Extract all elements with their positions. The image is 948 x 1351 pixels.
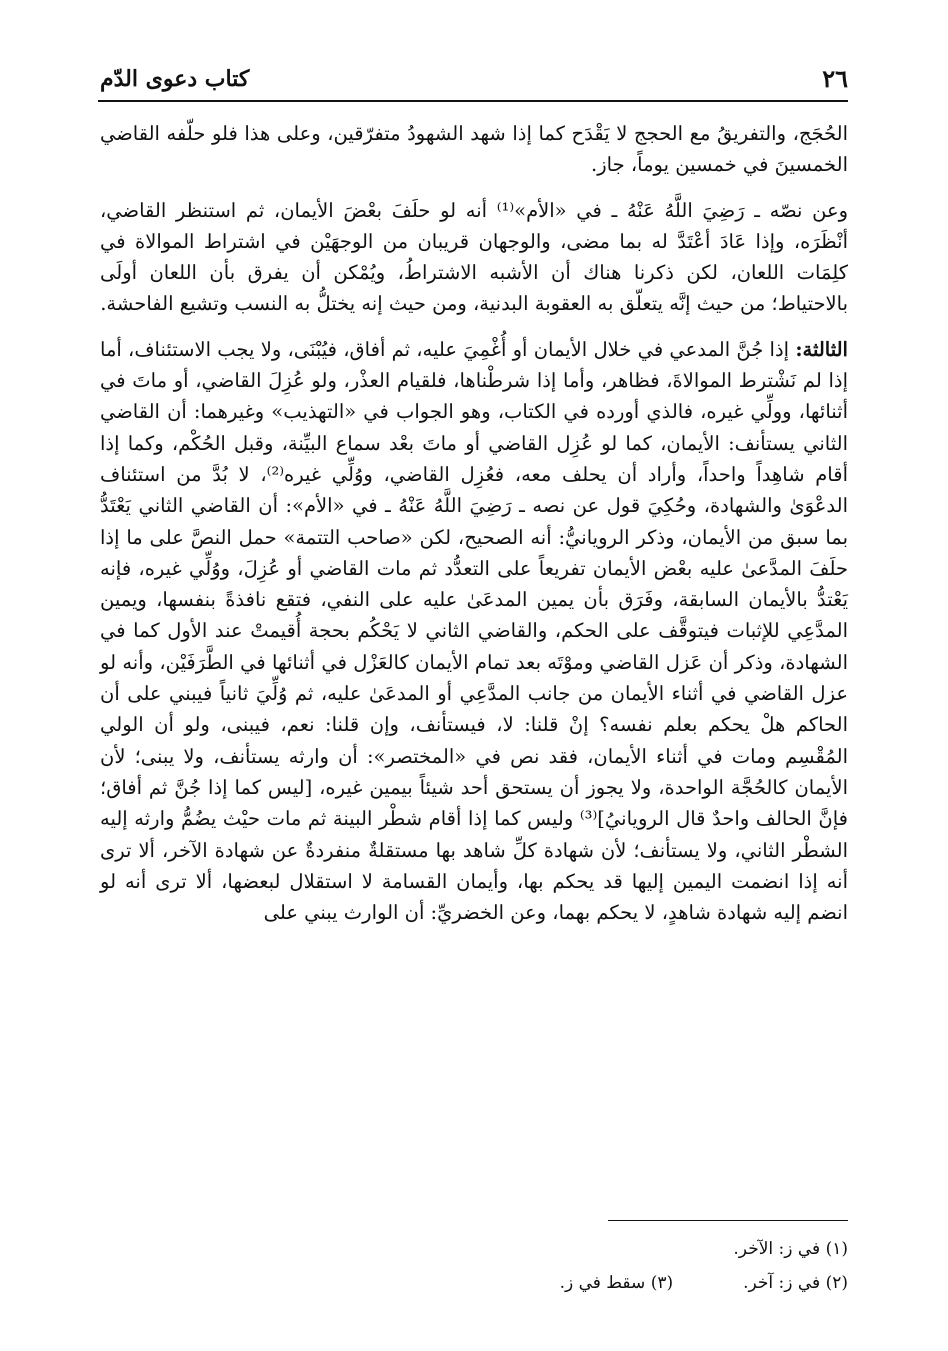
footnote-rule (608, 1220, 848, 1221)
section-lead: الثالثة: (795, 337, 848, 361)
paragraph-text: إذا جُنَّ المدعي في خلال الأيمان أو أُغْمِيَ عليه، ثم أفاق، فيُبْنَى، ولا يجب الاستئناف، أما إذا لم نَشْترط الموالاةَ، فظاهر، وأما إذا شرطْناها، فلقيام العذْر، ولو عُزِلَ القاضي، أو ماتَ في أثنائها، وولِّي غيره، فالذي أورده في الكتاب، وهو الجواب في «التهذيب» وغيرهما: أن القاضي الثاني يستأنف: الأيمان، كما لو عُزِل القاضي أو ماتَ بعْد سماع البيِّنة، وقبل الحُكْم، وكما إذا أقام شاهِداً واحداً، وأراد أن يحلف معه، فعُزِل القاضي، ووُلِّي غيره⁽²⁾، لا بُدَّ من استئناف الدعْوَىٰ والشهادة، وحُكِيَ قول عن نصه ـ رَضِيَ اللَّهُ عَنْهُ ـ في «الأم»: أن القاضي الثاني يَعْتَدُّ بما سبق من الأيمان، وذكر الرويانيُّ: أنه الصحيح، لكن «صاحب التتمة» حمل النصَّ على ما إذا حلَفَ المدَّعىٰ عليه بعْض الأيمان تفريعاً على التعدُّد ثم مات القاضي أو عُزِلَ، ووُلِّي غيره، فإنه يَعْتدُّ بالأيمان السابقة، وفَرَق بأن يمين المدعَىٰ عليه على النفي، فتقع نافذةً بنفسها، ويمين المدَّعِي للإثبات فيتوقَّف على الحكم، والقاضي الثاني لا يَحْكُم بحجة أُقيمتْ عند الأول كما في الشهادة، وذكر أن عَزل القاضي وموْتَه بعد تمام الأيمان كالعَزْل في أثنائها في الطَّرَفَيْن، وأنه لو عزل القاضي في أثناء الأيمان من جانب المدَّعِي أو المدعَىٰ عليه، ثم وُلِّيَ ثانياً فيبني على أن الحاكم هلْ يحكم بعلم نفسه؟ إنْ قلنا: لا، فيستأنف، وإن قلنا: نعم، فيبنى، ولو أن الولي المُقْسِم ومات في أثناء الأيمان، فقد نص في «المختصر»: أن وارثه يستأنف، ولا يبنى؛ لأن الأيمان كالحُجَّة الواحدة، ولا يجوز أن يستحق أحد شيئاً بيمين غيره، [ليس كما إذا جُنَّ ثم أفاق؛ فإنَّ الحالف واحدٌ قال الرويانيُ]⁽³⁾ وليس كما إذا أقام شطْر البينة ثم مات حيْث يضُمُّ وارثه إليه الشطْر الثاني، ولا يستأنف؛ لأن شهادة كلِّ شاهد بها مستقلةٌ منفردةٌ عن شهادة الآخر، ألا ترى أنه إذا انضمت اليمين إليها قد يحكم بها، وأيمان القسامة لا استقلال لبعضها، ألا ترى أنه لو انضم إليه شهادة شاهدٍ، لا يحكم بهما، وعن الخضريِّ: أن الوارث يبني على (100, 337, 849, 925)
footnote-text: في ز: آخر. (743, 1273, 821, 1293)
paragraph-text: وعن نصّه ـ رَضِيَ اللَّهُ عَنْهُ ـ في «الأم»⁽¹⁾ أنه لو حلَفَ بعْضَ الأيمان، ثم استنظر القاضي، أنْظَرَه، وإذا عَادَ أعْتَدَّ له بما مضى، والوجهان قريبان من الوجهَيْن في اشتراط الموالاة في كلِمَات اللعان، لكن ذكرنا هناك أن الأشبه الاشتراطُ، ويُمْكن أن يفرق بأن اللعان أولَى بالاحتياط؛ من حيث إنَّه يتعلّق به العقوبة البدنية، ومن حيث إنه يختلُّ به النسب وتشيع الفاحشة. (100, 198, 848, 316)
book-title: كتاب دعوى الدّم (100, 66, 250, 92)
footnote (560, 1266, 674, 1300)
footnote-row (100, 1266, 848, 1300)
footnotes (100, 1232, 848, 1300)
header-rule (98, 100, 848, 102)
main-text (100, 118, 848, 942)
paragraph (100, 118, 848, 181)
footnote (743, 1266, 848, 1300)
page-number: ٢٦ (822, 64, 848, 93)
footnote-text: سقط في ز. (559, 1273, 646, 1293)
paragraph (100, 195, 848, 320)
footnote-marker: (٢) (825, 1273, 848, 1293)
footnote (100, 1232, 848, 1266)
running-header (100, 64, 848, 98)
footnote-marker: (٣) (650, 1273, 674, 1293)
paragraph (100, 334, 848, 929)
paragraph-text: الحُجَج، والتفريقُ مع الحجج لا يَقْدَح كما إذا شهد الشهودُ متفرّقين، وعلى هذا فلو حلّفه القاضي الخمسينَ في خمسين يوماً، جاز. (100, 122, 848, 177)
footnote-marker: (١) (825, 1239, 848, 1259)
footnote-text: في ز: الآخر. (733, 1239, 821, 1259)
